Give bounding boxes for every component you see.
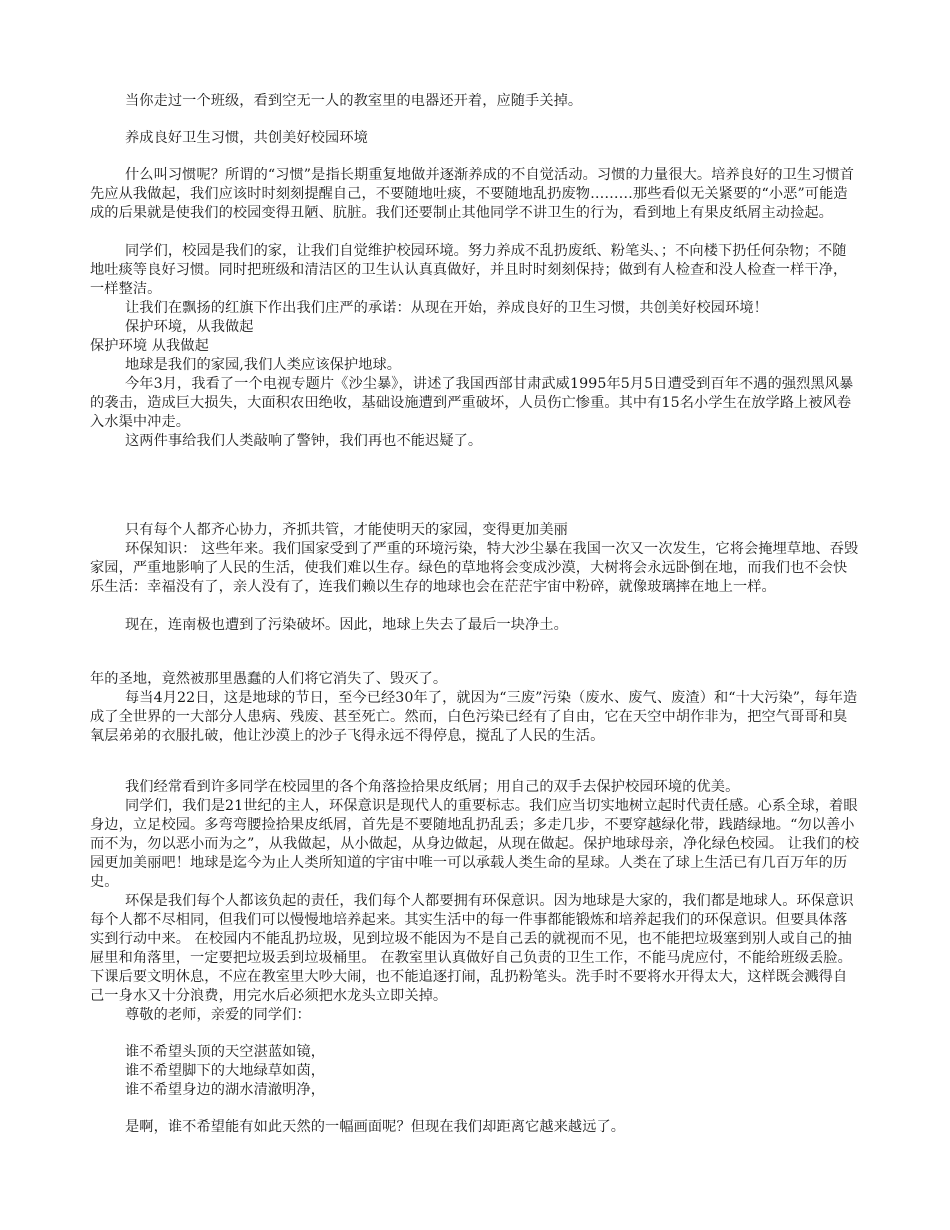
paragraph-what-is-habit: 什么叫习惯呢？所谓的“习惯”是指长期重复地做并逐渐养成的不自觉活动。习惯的力量很大。培养良好的卫生习惯首先应从我做起，我们应该时时刻刻提醒自己，不要随地吐痰，不要随地乱扔废物………那些看似无关紧要的“小恶”可能造成的后果就是使我们的校园变得丑陋、肮脏。我们还要制止其他同学不讲卫生的行为，看到地上有果皮纸屑主动捡起。: [90, 167, 855, 221]
heading-protect-environment-2: 保护环境 从我做起: [90, 338, 209, 354]
paragraph-environment-knowledge: 环保知识： 这些年来。我们国家受到了严重的环境污染，特大沙尘暴在我国一次又一次发生，它将会掩埋草地、吞毁家园，严重地影响了人民的生活，使我们难以生存。绿色的草地将会变成沙漠，大树将会永远卧倒在地，而我们也不会快乐生活：幸福没有了，亲人没有了，连我们赖以生存的地球也会在茫茫宇宙中粉碎，就像玻璃摔在地上一样。: [90, 541, 859, 595]
paragraph-earth-home: 地球是我们的家园,我们人类应该保护地球。: [125, 357, 402, 373]
paragraph-students-pick-litter: 我们经常看到许多同学在校园里的各个角落捡拾果皮纸屑；用自己的双手去保护校园环境的优美。: [125, 779, 740, 795]
paragraph-campus-home: 同学们，校园是我们的家，让我们自觉维护校园环境。努力养成不乱扔废纸、粉笔头、；不向楼下扔任何杂物；不随地吐痰等良好习惯。同时把班级和清洁区的卫生认认真真做好，并且时时刻刻保持；做到有人检查和没人检查一样干净，一样整洁。: [90, 243, 848, 297]
paragraph-sandstorm: 今年3月，我看了一个电视专题片《沙尘暴》，讲述了我国西部甘肃武威1995年5月5日遭受到百年不遇的强烈黑风暴的袭击，造成巨大损失，大面积农田绝收，基础设施遭到严重破坏，人员伤亡惨重。其中有15名小学生在放学路上被风卷入水渠中冲走。: [90, 376, 854, 430]
paragraph-conclusion: 是啊，谁不希望能有如此天然的一幅画面呢？但现在我们却距离它越来越远了。: [125, 1119, 626, 1135]
poem-line-2: 谁不希望脚下的大地绿草如茵，: [125, 1063, 326, 1079]
paragraph-responsibility: 环保是我们每个人都该负起的责任，我们每个人都要拥有环保意识。因为地球是大家的，我们都是地球人。环保意识每个人都不尽相同，但我们可以慢慢地培养起来。其实生活中的每一件事都能锻炼和培养起我们的环保意识。但要具体落实到行动中来。 在校园内不能乱扔垃圾，见到垃圾不能因为不是自己丢的就视而不见，也不能把垃圾塞到别人或自己的抽屉里和角落里，一定要把垃圾丢到垃圾桶里。 在教室里认真做好自己负责的卫生工作，不能马虎应付，不能给班级丢脸。 下课后要文明休息，不应在教室里大吵大闹，也不能追逐打闹，乱扔粉笔头。洗手时不要将水开得太大，这样既会溅得自己一身水又十分浪费，用完水后必须把水龙头立即关掉。: [90, 893, 854, 1004]
paragraph-antarctica: 现在，连南极也遭到了污染破坏。因此，地球上失去了最后一块净土。: [125, 617, 568, 633]
paragraph-greeting: 尊敬的老师，亲爱的同学们：: [125, 1007, 311, 1023]
paragraph-unite: 只有每个人都齐心协力，齐抓共管，才能使明天的家园，变得更加美丽: [125, 522, 568, 538]
paragraph-21st-century: 同学们，我们是21世纪的主人，环保意识是现代人的重要标志。我们应当切实地树立起时代责任感。心系全球，着眼身边，立足校园。多弯弯腰捡拾果皮纸屑，首先是不要随地乱扔乱丢；多走几步，不要穿越绿化带，践踏绿地。“勿以善小而不为，勿以恶小而为之”，从我做起，从小做起，从身边做起，从现在做起。保护地球母亲，净化绿色校园。 让我们的校园更加美丽吧！地球是迄今为止人类所知道的宇宙中唯一可以承载人类生命的星球。人类在了球上生活已有几百万年的历史。: [90, 798, 860, 890]
heading-protect-environment: 保护环境，从我做起: [125, 319, 254, 335]
paragraph-earth-day: 每当4月22日，这是地球的节日，至今已经30年了，就因为“三废”污染（废水、废气、废渣）和“十大污染”，每年造成了全世界的一大部分人患病、残废、甚至死亡。然而，白色污染已经有了自由，它在天空中胡作非为，把空气哥哥和臭氧层弟弟的衣服扎破，他让沙漠上的沙子飞得永远不得停息，搅乱了人民的生活。: [90, 690, 858, 744]
paragraph-holy-land: 年的圣地，竟然被那里愚蠢的人们将它消失了、毁灭了。: [90, 671, 448, 687]
paragraph-alarm: 这两件事给我们人类敲响了警钟，我们再也不能迟疑了。: [125, 433, 483, 449]
poem-line-3: 谁不希望身边的湖水清澈明净，: [125, 1082, 326, 1098]
paragraph-electric-off: 当你走过一个班级，看到空无一人的教室里的电器还开着，应随手关掉。: [125, 93, 583, 109]
poem-line-1: 谁不希望头顶的天空湛蓝如镜，: [125, 1044, 326, 1060]
paragraph-promise: 让我们在飘扬的红旗下作出我们庄严的承诺：从现在开始，养成良好的卫生习惯，共创美好校园环境！: [125, 300, 768, 316]
heading-hygiene-habits: 养成良好卫生习惯，共创美好校园环境: [125, 130, 368, 146]
